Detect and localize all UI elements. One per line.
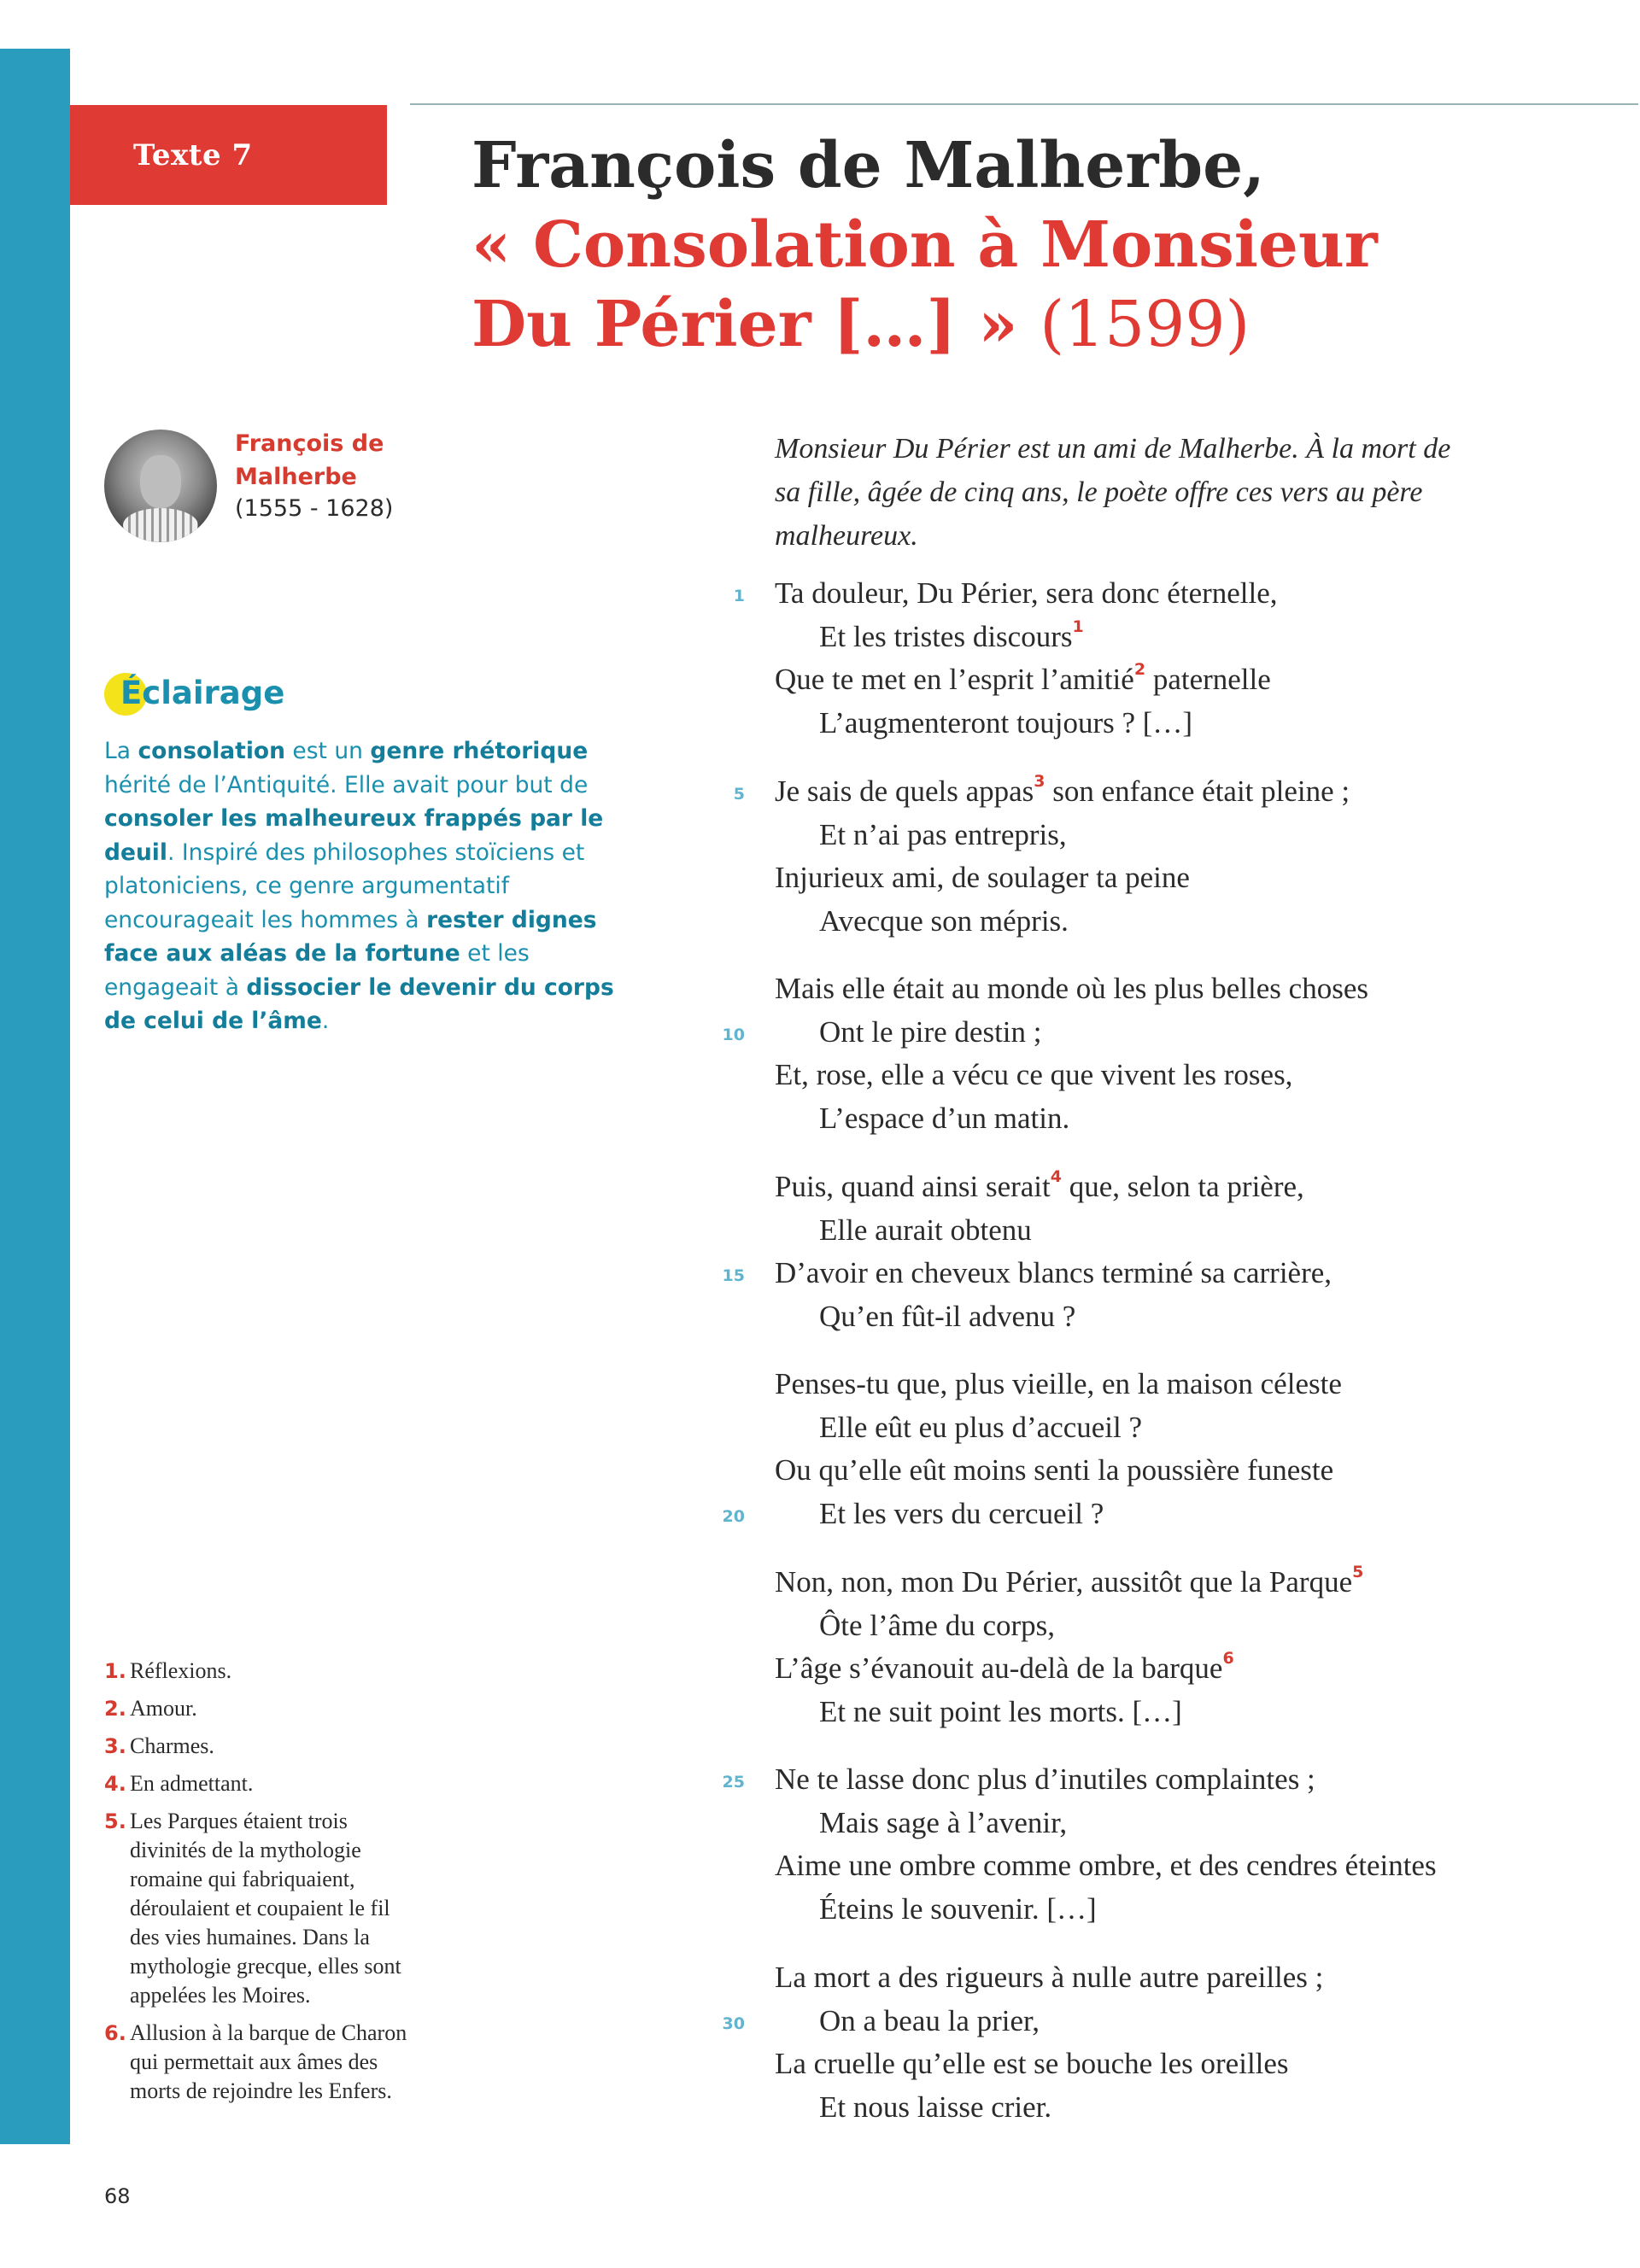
left-color-bar — [0, 49, 70, 2144]
poem-line-text: Et les tristes discours — [819, 619, 1073, 653]
poem-line-text: Qu’en fût-il advenu ? — [819, 1299, 1076, 1333]
footnote-text: Les Parques étaient trois divinités de la mythologie romaine qui fabriquaient, déroulaient et coupaient le fil des vies humaines. Dans la mythologie grecque, elles sont appelées les Moires. — [130, 1809, 401, 2008]
poem-line-text: La cruelle qu’elle est se bouche les oreilles — [775, 2047, 1289, 2080]
poem-line-text: Je sais de quels appas — [775, 775, 1034, 808]
eclairage-segment: et les engageait à — [104, 940, 530, 1001]
eclairage-segment: hérité de l’Antiquité. Elle avait pour but de — [104, 771, 589, 798]
page-number: 68 — [104, 2184, 131, 2208]
line-number: 20 — [722, 1506, 745, 1526]
footnote-text: Charmes. — [130, 1733, 214, 1758]
footnote — [104, 1807, 412, 2010]
line-number: 10 — [722, 1025, 745, 1044]
footnote-text: Réflexions. — [130, 1658, 232, 1683]
poem-line — [819, 617, 1084, 654]
page-title — [472, 126, 1582, 365]
footnote-ref: 5 — [1352, 1563, 1364, 1582]
poem-line — [775, 576, 1278, 611]
poem-line — [775, 772, 1350, 809]
footnote — [104, 1769, 412, 1798]
poem-line-text: On a beau la prier, — [819, 2003, 1040, 2037]
poem-line — [819, 2090, 1051, 2125]
author-portrait — [104, 430, 217, 542]
poem-line-text: Que te met en l’esprit l’amitié — [775, 663, 1134, 696]
footnote — [104, 1657, 412, 1686]
footnote-ref: 1 — [1072, 617, 1084, 636]
poem-line-text: L’espace d’un matin. — [819, 1101, 1070, 1135]
eclairage-segment: est un — [285, 738, 371, 764]
poem-line — [775, 1849, 1437, 1883]
poem-line-text: Ta douleur, Du Périer, sera donc éternelle, — [775, 576, 1278, 610]
eclairage-segment: La — [104, 738, 138, 764]
poem-line-text: Ont le pire destin ; — [819, 1014, 1042, 1049]
eclairage-title: Éclairage — [120, 675, 285, 711]
line-number: 5 — [733, 785, 745, 804]
poem-line-text: Aime une ombre comme ombre, et des cendres éteintes — [775, 1849, 1437, 1882]
poem-line-text: D’avoir en cheveux blancs terminé sa carrière, — [775, 1256, 1332, 1289]
footnote — [104, 1694, 412, 1723]
eclairage-keyword: consolation — [138, 738, 285, 764]
poem-line-text: Éteins le souvenir. […] — [819, 1891, 1097, 1926]
footnote-number: 5. — [104, 1809, 126, 1833]
footnote-ref: 2 — [1133, 660, 1146, 680]
title-work-line2: Du Périer […] » — [472, 288, 1018, 361]
eclairage-keyword: genre rhétorique — [370, 738, 589, 764]
poem-line — [819, 1213, 1032, 1248]
footnote — [104, 2019, 412, 2106]
footnote-text: Amour. — [130, 1696, 197, 1721]
poem-line — [775, 1167, 1304, 1204]
footnote-text: En admettant. — [130, 1771, 254, 1796]
text-number-badge — [70, 105, 387, 205]
footnote-number: 4. — [104, 1772, 126, 1796]
footnote — [104, 1732, 412, 1761]
poem-line-text: Et nous laisse crier. — [819, 2090, 1052, 2124]
line-number: 25 — [722, 1773, 745, 1792]
poem-line-text: Mais sage à l’avenir, — [819, 1805, 1068, 1839]
poem-line-text: Ne te lasse donc plus d’inutiles complaintes ; — [775, 1762, 1315, 1796]
poem-line — [819, 1806, 1067, 1840]
poem-line — [775, 861, 1190, 895]
poem-line-text: Injurieux ami, de soulager ta peine — [775, 861, 1190, 894]
poem-line — [819, 1015, 1042, 1049]
poem-line — [819, 1411, 1142, 1445]
footnote-number: 6. — [104, 2021, 126, 2045]
title-year: (1599) — [1040, 288, 1250, 361]
footnote-ref: 4 — [1050, 1167, 1062, 1187]
poem-line — [819, 2004, 1040, 2038]
badge-label: Texte 7 — [133, 137, 253, 172]
poem-line-text: L’augmenteront toujours ? […] — [819, 705, 1193, 739]
title-author: François de Malherbe, — [472, 129, 1265, 202]
eclairage-keyword: rester dignes face aux aléas de la fortune — [104, 906, 597, 967]
footnote-text: Allusion à la barque de Charon qui permettait aux âmes des morts de rejoindre les Enfers. — [130, 2020, 407, 2103]
poem-line-text: L’âge s’évanouit au-delà de la barque — [775, 1651, 1223, 1685]
poem-line — [775, 660, 1271, 697]
poem-line — [819, 1609, 1055, 1643]
poem-line-text: Avecque son mépris. — [819, 903, 1069, 938]
footnotes — [104, 1657, 412, 2114]
line-number: 15 — [722, 1266, 745, 1285]
eclairage-keyword: dissocier le devenir du corps de celui de l’âme — [104, 973, 614, 1034]
poem-line — [775, 1058, 1292, 1092]
poem-line-text: Et ne suit point les morts. […] — [819, 1694, 1182, 1728]
poem-line-text: La mort a des rigueurs à nulle autre pareilles ; — [775, 1961, 1324, 1994]
poem-line — [775, 2047, 1289, 2081]
author-name: François de Malherbe — [235, 430, 384, 490]
poem-line-text: Penses-tu que, plus vieille, en la maison céleste — [775, 1367, 1342, 1400]
header-rule — [410, 103, 1638, 105]
poem-line-text: paternelle — [1145, 663, 1271, 696]
poem-line — [819, 1300, 1075, 1334]
poem-line — [819, 1892, 1097, 1926]
footnote-number: 2. — [104, 1697, 126, 1721]
poem-line — [775, 1256, 1332, 1290]
footnote-number: 1. — [104, 1659, 126, 1683]
footnote-ref: 6 — [1222, 1649, 1234, 1669]
line-number: 30 — [722, 2014, 745, 2033]
poem-line — [775, 1651, 1234, 1686]
poem-line-text: Et les vers du cercueil ? — [819, 1496, 1104, 1530]
poem-line — [819, 706, 1192, 740]
poem-line — [775, 1961, 1323, 1995]
poem-line-text: son enfance était pleine ; — [1045, 775, 1350, 808]
title-work-line1: « Consolation à Monsieur — [472, 208, 1378, 282]
poem-line — [775, 1565, 1363, 1599]
intro-text: Monsieur Du Périer est un ami de Malherbe. À la mort de sa fille, âgée de cinq ans, le poète offre ces vers au père malheureux. — [775, 433, 1451, 552]
poem-line — [775, 972, 1368, 1006]
poem-line-text: Non, non, mon Du Périer, aussitôt que la Parque — [775, 1565, 1353, 1599]
footnote-ref: 3 — [1034, 772, 1046, 792]
poem-line — [819, 1497, 1104, 1531]
eclairage-text — [104, 734, 625, 1038]
poem-line-text: Puis, quand ainsi serait — [775, 1170, 1051, 1203]
eclairage-keyword: consoler les malheureux frappés par le deuil — [104, 805, 604, 866]
poem-line — [819, 818, 1067, 852]
line-number: 1 — [733, 587, 745, 605]
poem-line — [819, 904, 1069, 938]
poem-line — [819, 1695, 1182, 1729]
poem-line — [775, 1367, 1342, 1401]
poem-line-text: que, selon ta prière, — [1061, 1170, 1304, 1203]
author-dates: (1555 - 1628) — [235, 495, 394, 522]
eclairage-segment: . Inspiré des philosophes stoïciens et platoniciens, ce genre argumentatif encourageait les hommes à — [104, 839, 585, 933]
footnote-number: 3. — [104, 1734, 126, 1758]
poem-line-text: Et n’ai pas entrepris, — [819, 817, 1067, 851]
eclairage-segment: . — [321, 1008, 330, 1034]
poem-line-text: Elle eût eu plus d’accueil ? — [819, 1410, 1143, 1444]
poem-line — [775, 1762, 1315, 1797]
poem-line-text: Elle aurait obtenu — [819, 1213, 1032, 1247]
poem-line-text: Ou qu’elle eût moins senti la poussière funeste — [775, 1453, 1334, 1487]
poem-line — [819, 1102, 1069, 1136]
poem-line-text: Ôte l’âme du corps, — [819, 1608, 1056, 1642]
poem-line-text: Et, rose, elle a vécu ce que vivent les roses, — [775, 1058, 1293, 1091]
poem-line — [775, 1453, 1333, 1488]
poem-line-text: Mais elle était au monde où les plus belles choses — [775, 972, 1368, 1005]
